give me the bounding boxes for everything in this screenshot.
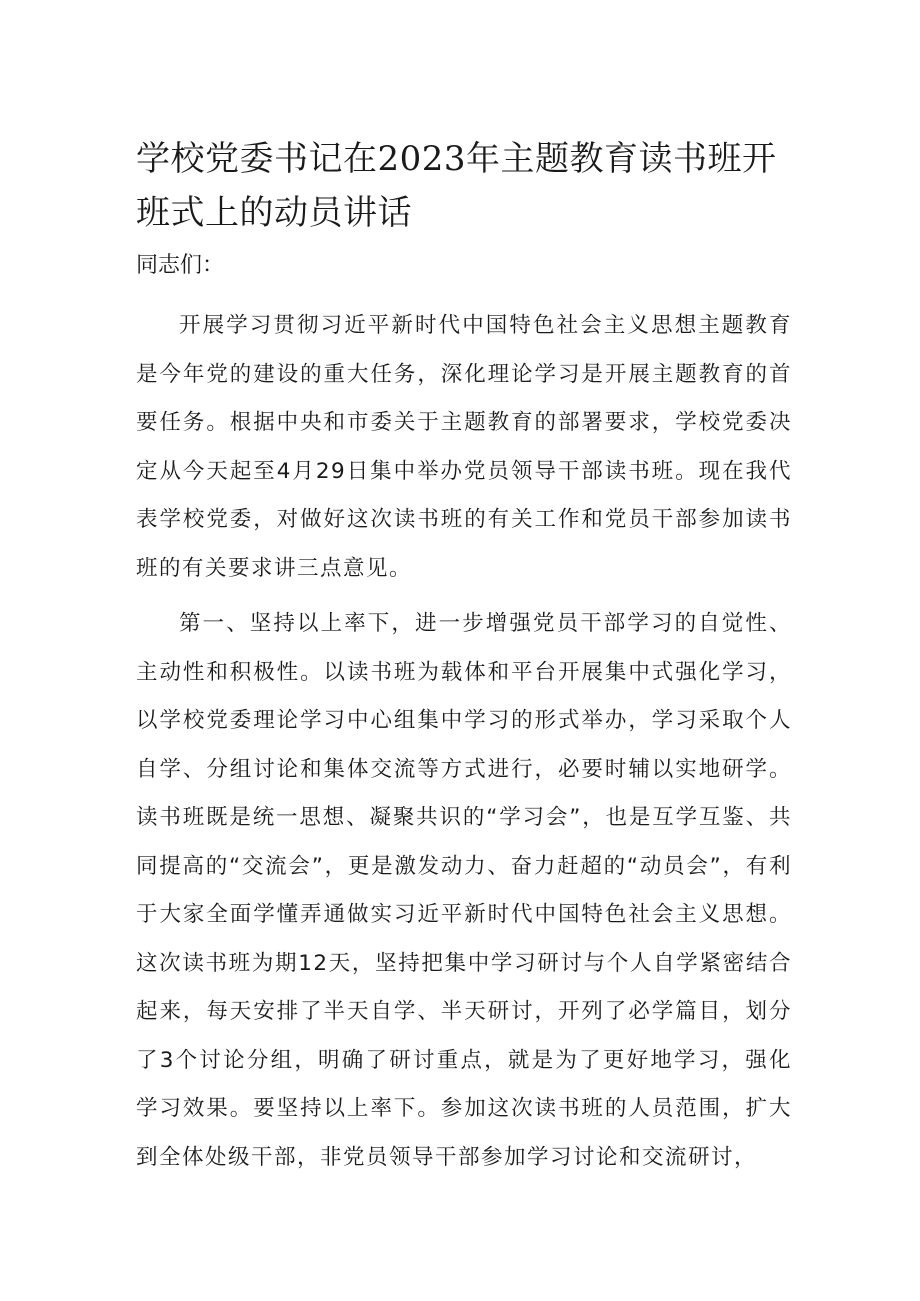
document-title: 学校党委书记在2023年主题教育读书班开班式上的动员讲话	[136, 139, 777, 233]
salutation: 同志们：	[136, 253, 225, 278]
paragraph-2: 第一、坚持以上率下，进一步增强党员干部学习的自觉性、主动性和积极性。以读书班为载体和平台开展集中式强化学习，以学校党委理论学习中心组集中学习的形式举办，学习采取个人自学、分组讨论和集体交流等方式进行，必要时辅以实地研学。读书班既是统一思想、凝聚共识的“学习会”，也是互学互鉴、共同提高的“交流会”，更是激发动力、奋力赶超的“动员会”，有利于大家全面学懂弄通做实习近平新时代中国特色社会主义思想。这次读书班为期12天，坚持把集中学习研讨与个人自学紧密结合起来，每天安排了半天自学、半天研讨，开列了必学篇目，划分了3个讨论分组，明确了研讨重点，就是为了更好地学习，强化学习效果。要坚持以上率下。参加这次读书班的人员范围，扩大到全体处级干部，非党员领导干部参加学习讨论和交流研讨，	[136, 611, 792, 1170]
paragraph-1: 开展学习贯彻习近平新时代中国特色社会主义思想主题教育是今年党的建设的重大任务，深化理论学习是开展主题教育的首要任务。根据中央和市委关于主题教育的部署要求，学校党委决定从今天起至4月29日集中举办党员领导干部读书班。现在我代表学校党委，对做好这次读书班的有关工作和党员干部参加读书班的有关要求讲三点意见。	[136, 313, 792, 581]
